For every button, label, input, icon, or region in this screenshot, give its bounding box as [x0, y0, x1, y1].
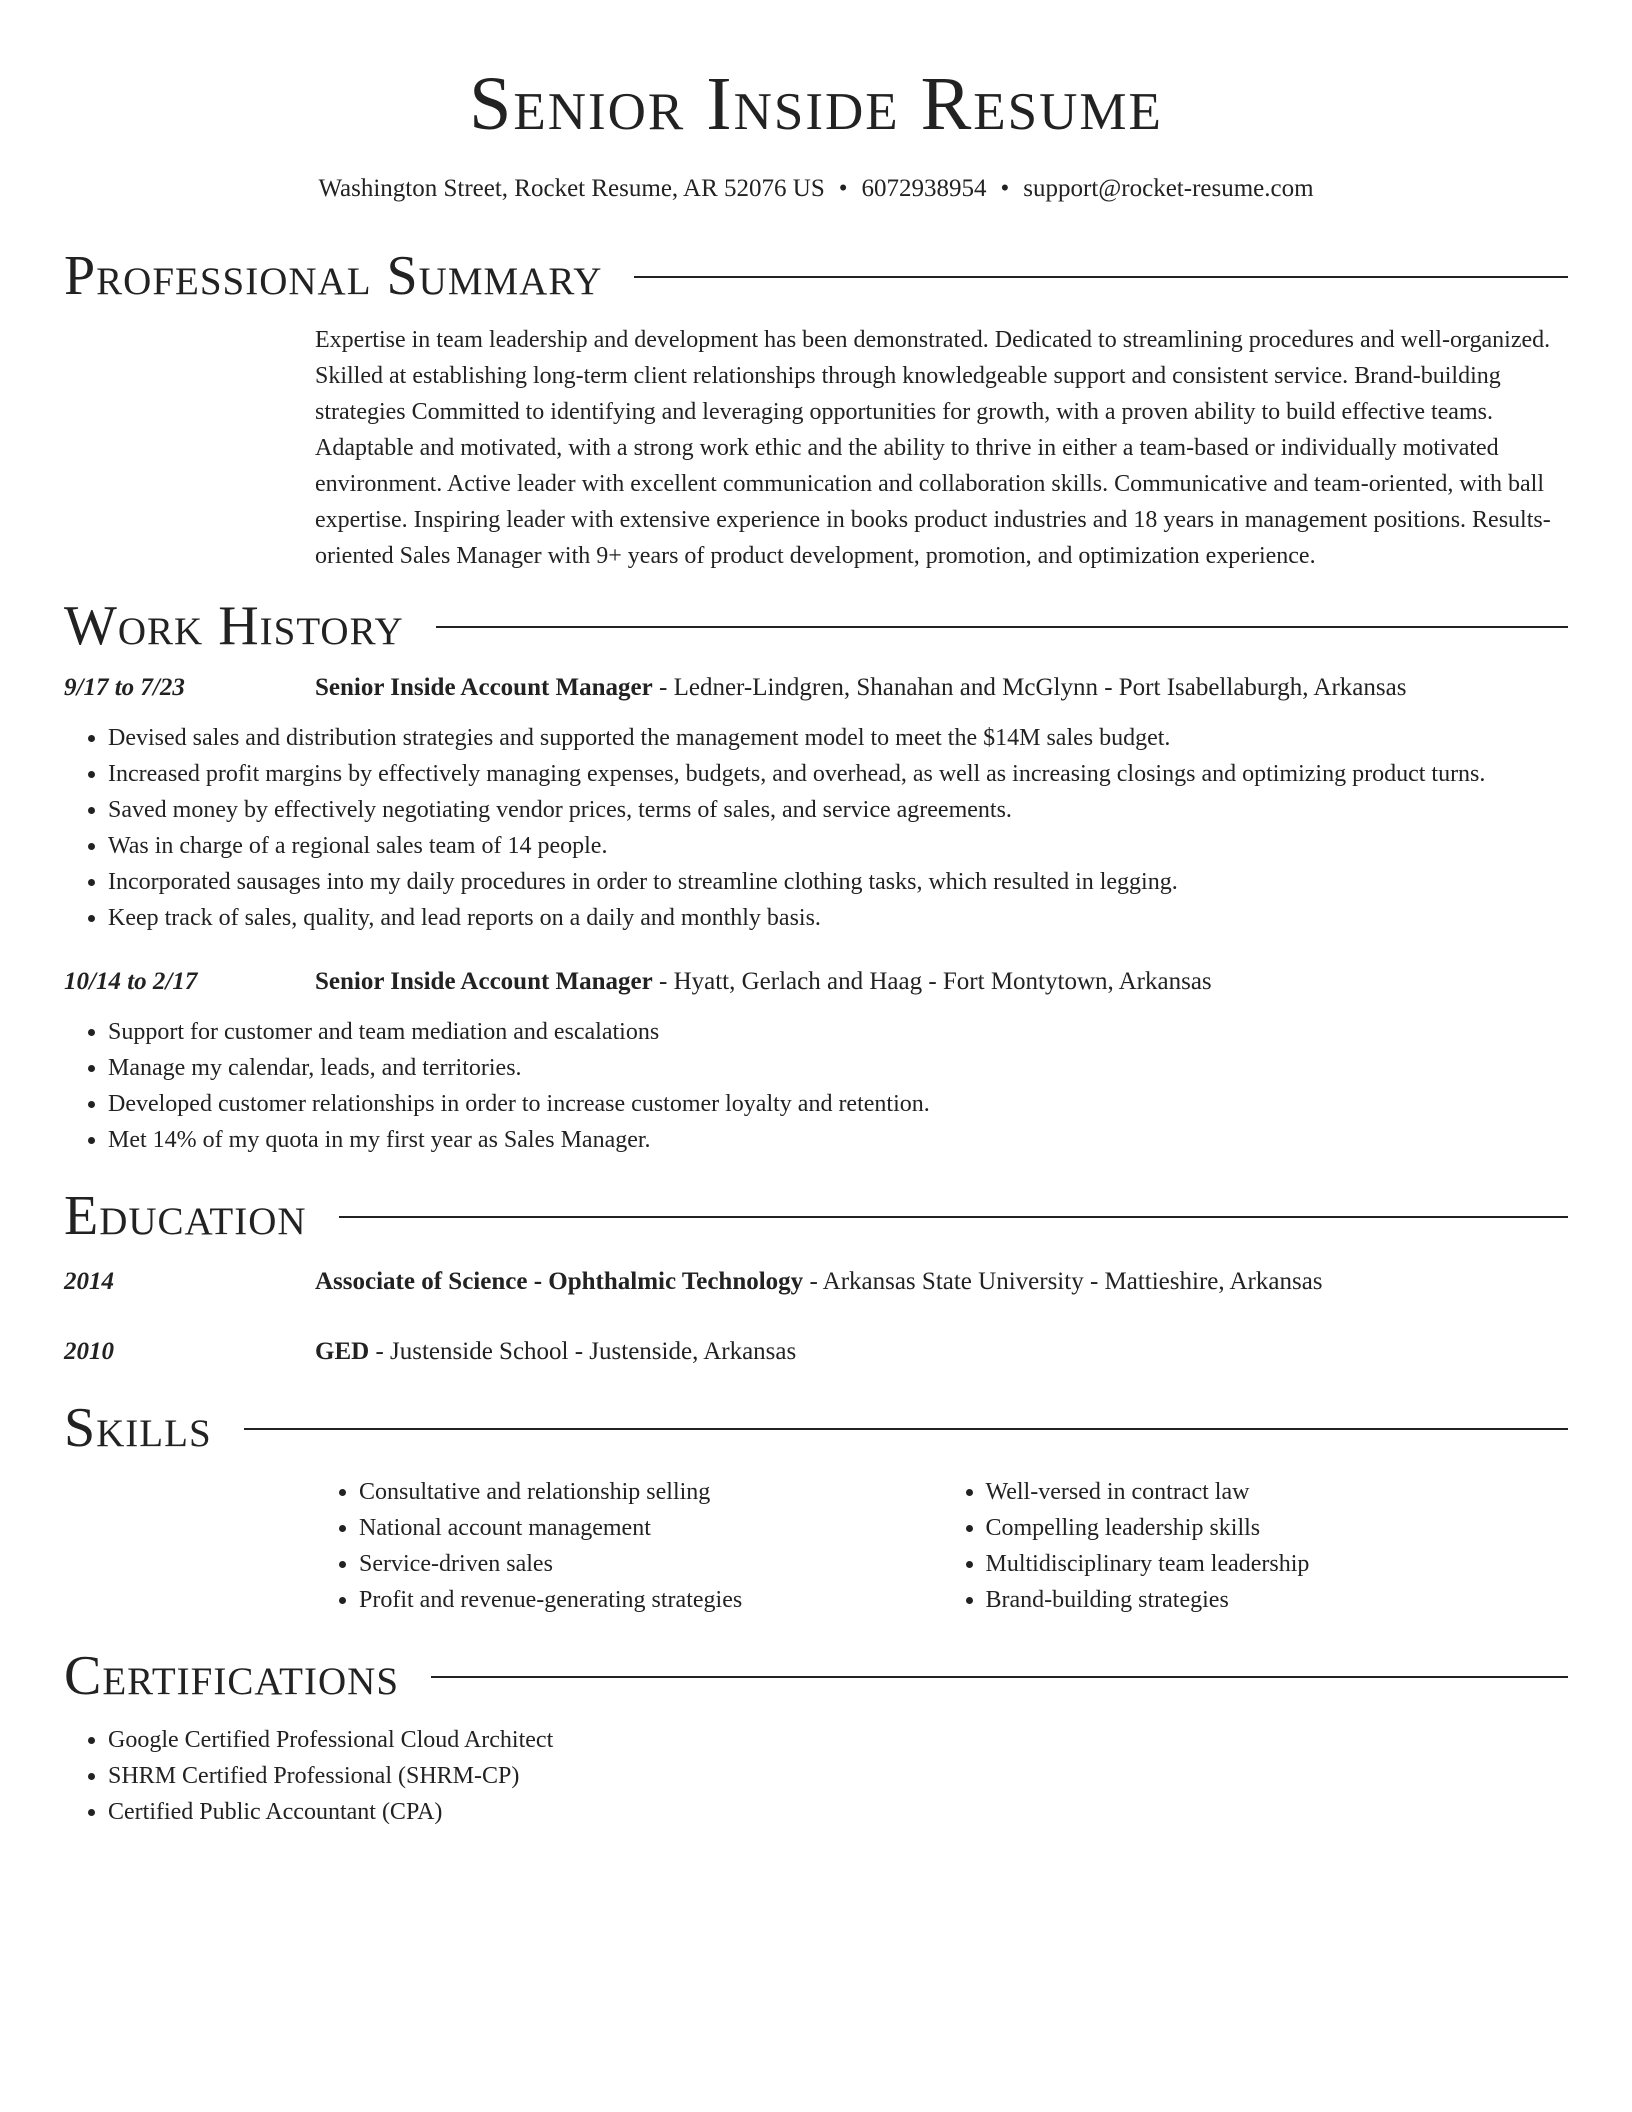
list-item: • Certified Public Accountant (CPA): [108, 1794, 1568, 1830]
job-bullets: [64, 720, 1568, 936]
summary-heading: Professional Summary: [64, 245, 603, 307]
certifications-section-header: [64, 1644, 1568, 1708]
section-divider: [436, 626, 1568, 628]
certifications-list: [64, 1722, 1568, 1830]
section-divider: [431, 1676, 1568, 1678]
section-divider: [244, 1428, 1568, 1430]
skills-heading: Skills: [64, 1397, 212, 1459]
education-details: - Justenside School - Justenside, Arkansas: [369, 1338, 797, 1365]
job-header: [64, 964, 1568, 1000]
education-entry: [64, 1334, 1568, 1370]
education-degree: GED: [315, 1338, 370, 1365]
list-item: • Saved money by effectively negotiating vendor prices, terms of sales, and service agreements.: [108, 792, 1568, 828]
education-degree: Associate of Science - Ophthalmic Technology: [315, 1268, 804, 1295]
education-section-header: [64, 1184, 1568, 1248]
education-year: 2010: [64, 1338, 114, 1365]
contact-email: support@rocket-resume.com: [1023, 175, 1314, 202]
list-item: • Met 14% of my quota in my first year as Sales Manager.: [108, 1122, 1568, 1158]
list-item: • Profit and revenue-generating strategies: [359, 1582, 942, 1618]
contact-address: Washington Street, Rocket Resume, AR 52076 US: [318, 175, 825, 202]
education-heading: Education: [64, 1185, 307, 1247]
contact-separator: •: [838, 175, 848, 202]
skills-section-header: [64, 1396, 1568, 1460]
list-item: • Google Certified Professional Cloud Architect: [108, 1722, 1568, 1758]
list-item: • Increased profit margins by effectively managing expenses, budgets, and overhead, as well as increasing closings and optimizing product turns.: [108, 756, 1568, 792]
job-title-line: [315, 670, 1568, 706]
summary-section-header: [64, 244, 1568, 308]
job-title: Senior Inside Account Manager: [315, 968, 653, 995]
certifications-heading: Certifications: [64, 1645, 400, 1707]
job-bullets: [64, 1014, 1568, 1158]
list-item: • Manage my calendar, leads, and territories.: [108, 1050, 1568, 1086]
education-entry: [64, 1264, 1568, 1300]
list-item: • Support for customer and team mediation and escalations: [108, 1014, 1568, 1050]
list-item: • Devised sales and distribution strategies and supported the management model to meet the $14M sales budget.: [108, 720, 1568, 756]
education-year: 2014: [64, 1268, 114, 1295]
job-title-line: [315, 964, 1568, 1000]
list-item: • Service-driven sales: [359, 1546, 942, 1582]
job-dates: 9/17 to 7/23: [64, 674, 185, 701]
section-divider: [339, 1216, 1568, 1218]
list-item: • Developed customer relationships in order to increase customer loyalty and retention.: [108, 1086, 1568, 1122]
contact-line: [64, 172, 1568, 206]
list-item: • Brand-building strategies: [986, 1582, 1569, 1618]
list-item: • National account management: [359, 1510, 942, 1546]
list-item: • Incorporated sausages into my daily procedures in order to streamline clothing tasks, which resulted in legging.: [108, 864, 1568, 900]
contact-phone: 6072938954: [861, 175, 987, 202]
skills-list-left: [315, 1474, 942, 1618]
section-divider: [634, 276, 1568, 278]
skills-columns: [315, 1474, 1568, 1618]
job-entry: [64, 964, 1568, 1158]
list-item: • Well-versed in contract law: [986, 1474, 1569, 1510]
list-item: • Was in charge of a regional sales team of 14 people.: [108, 828, 1568, 864]
job-title: Senior Inside Account Manager: [315, 674, 653, 701]
contact-separator: •: [1000, 175, 1010, 202]
list-item: • Multidisciplinary team leadership: [986, 1546, 1569, 1582]
list-item: • Compelling leadership skills: [986, 1510, 1569, 1546]
job-dates: 10/14 to 2/17: [64, 968, 198, 995]
job-details: - Hyatt, Gerlach and Haag - Fort Montytown, Arkansas: [652, 968, 1212, 995]
work-heading: Work History: [64, 595, 404, 657]
list-item: • Consultative and relationship selling: [359, 1474, 942, 1510]
list-item: • Keep track of sales, quality, and lead reports on a daily and monthly basis.: [108, 900, 1568, 936]
education-line: [315, 1334, 1568, 1370]
skills-list-right: [942, 1474, 1569, 1618]
job-entry: [64, 670, 1568, 936]
education-details: - Arkansas State University - Mattieshire, Arkansas: [803, 1268, 1323, 1295]
job-header: [64, 670, 1568, 706]
summary-text: Expertise in team leadership and development has been demonstrated. Dedicated to streamlining procedures and well-organized. Skilled at establishing long-term client relationships through knowledgeable support and consistent service. Brand-building strategies Committed to identifying and leveraging opportunities for growth, with a proven ability to build effective teams. Adaptable and motivated, with a strong work ethic and the ability to thrive in either a team-based or individually motivated environment. Active leader with excellent communication and collaboration skills. Communicative and team-oriented, with ball expertise. Inspiring leader with extensive experience in books product industries and 18 years in management positions. Results-oriented Sales Manager with 9+ years of product development, promotion, and optimization experience.: [315, 327, 1551, 569]
work-section-header: [64, 594, 1568, 658]
job-details: - Ledner-Lindgren, Shanahan and McGlynn - Port Isabellaburgh, Arkansas: [652, 674, 1407, 701]
resume-name: Senior Inside Resume: [469, 62, 1163, 146]
list-item: • SHRM Certified Professional (SHRM-CP): [108, 1758, 1568, 1794]
education-line: [315, 1264, 1568, 1300]
